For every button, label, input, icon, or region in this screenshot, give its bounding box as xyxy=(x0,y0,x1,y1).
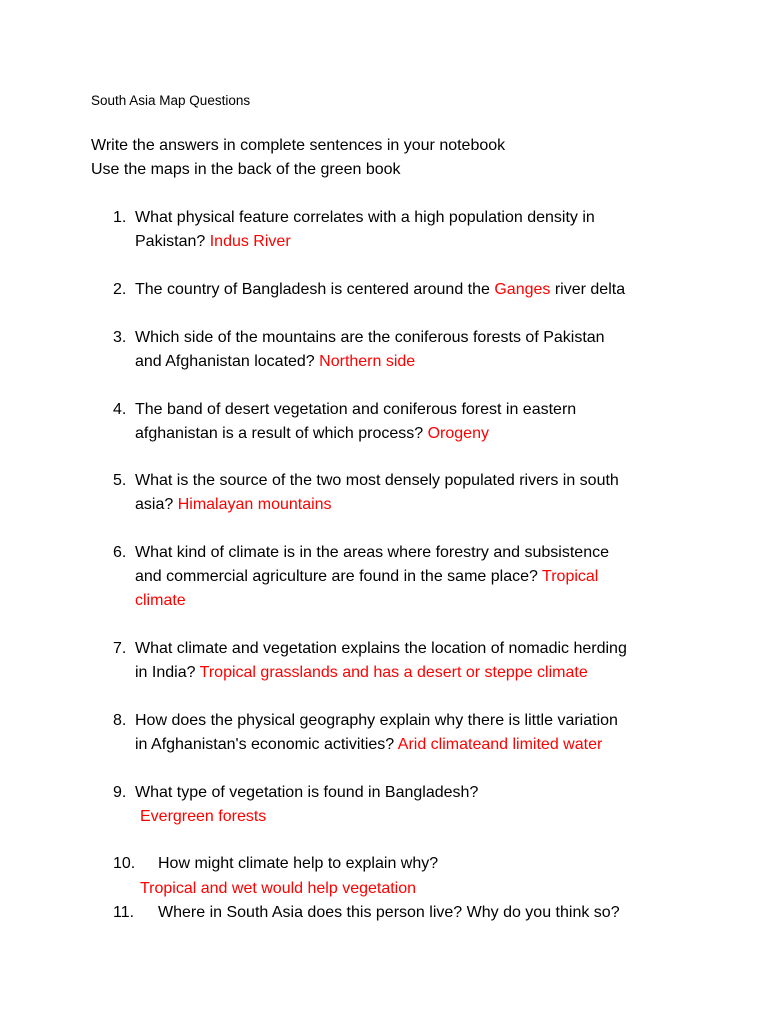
question-5-number: 5. xyxy=(113,472,127,489)
question-6-answer: Tropical xyxy=(542,568,599,585)
question-8-number: 8. xyxy=(113,712,127,729)
question-8-answer: Arid climateand limited water xyxy=(397,736,603,753)
instruction-line-1: Write the answers in complete sentences in your notebook xyxy=(91,137,506,154)
question-9-number: 9. xyxy=(113,784,127,801)
question-8-text: How does the physical geography explain why there is little variation xyxy=(135,712,618,729)
question-6-number: 6. xyxy=(113,544,127,561)
question-2-line xyxy=(135,278,625,302)
question-3-text: Which side of the mountains are the coniferous forests of Pakistan xyxy=(135,329,605,346)
question-4-answer: Orogeny xyxy=(427,425,489,442)
question-7-text-cont: in India? xyxy=(135,664,200,681)
question-6-text-cont: and commercial agriculture are found in the same place? xyxy=(135,568,543,585)
question-6-answer-cont: climate xyxy=(135,592,186,609)
document-title: South Asia Map Questions xyxy=(91,93,251,108)
question-8-line-2 xyxy=(135,733,602,757)
question-1-text-cont: Pakistan? xyxy=(135,233,210,250)
instruction-line-2: Use the maps in the back of the green book xyxy=(91,161,401,178)
question-5-text: What is the source of the two most densely populated rivers in south xyxy=(135,472,619,489)
question-4-number: 4. xyxy=(113,401,127,418)
question-3-text-cont: and Afghanistan located? xyxy=(135,353,320,370)
question-9-text: What type of vegetation is found in Bangladesh? xyxy=(135,784,479,801)
question-8-text-cont: in Afghanistan's economic activities? xyxy=(135,736,398,753)
question-4-text-cont: afghanistan is a result of which process? xyxy=(135,425,428,442)
question-2-text-suffix: river delta xyxy=(550,281,626,298)
question-7-answer: Tropical grasslands and has a desert or steppe climate xyxy=(199,664,588,681)
question-1-answer: Indus River xyxy=(209,233,291,250)
question-2-text: The country of Bangladesh is centered around the xyxy=(135,281,495,298)
question-4-text: The band of desert vegetation and coniferous forest in eastern xyxy=(135,401,577,418)
question-1-number: 1. xyxy=(113,209,127,226)
question-5-text-cont: asia? xyxy=(135,496,178,513)
question-10-text: How might climate help to explain why? xyxy=(158,855,439,872)
question-7-text: What climate and vegetation explains the location of nomadic herding xyxy=(135,640,627,657)
question-11-number: 11. xyxy=(113,904,135,921)
question-5-answer: Himalayan mountains xyxy=(177,496,332,513)
question-2-number: 2. xyxy=(113,281,127,298)
question-3-number: 3. xyxy=(113,329,127,346)
question-6-text: What kind of climate is in the areas where forestry and subsistence xyxy=(135,544,609,561)
question-1-line-2 xyxy=(135,230,291,254)
question-4-line-2 xyxy=(135,422,489,446)
question-11-text: Where in South Asia does this person live? Why do you think so? xyxy=(158,904,620,921)
question-3-line-2 xyxy=(135,350,415,374)
question-7-line-2 xyxy=(135,661,588,685)
question-1-text: What physical feature correlates with a high population density in xyxy=(135,209,595,226)
question-3-answer: Northern side xyxy=(319,353,416,370)
question-7-number: 7. xyxy=(113,640,127,657)
question-2-answer: Ganges xyxy=(494,281,551,298)
question-10-answer: Tropical and wet would help vegetation xyxy=(140,880,417,897)
question-5-line-2 xyxy=(135,493,332,517)
question-10-number: 10. xyxy=(113,855,136,872)
question-9-answer: Evergreen forests xyxy=(140,808,267,825)
question-6-line-2 xyxy=(135,565,598,589)
